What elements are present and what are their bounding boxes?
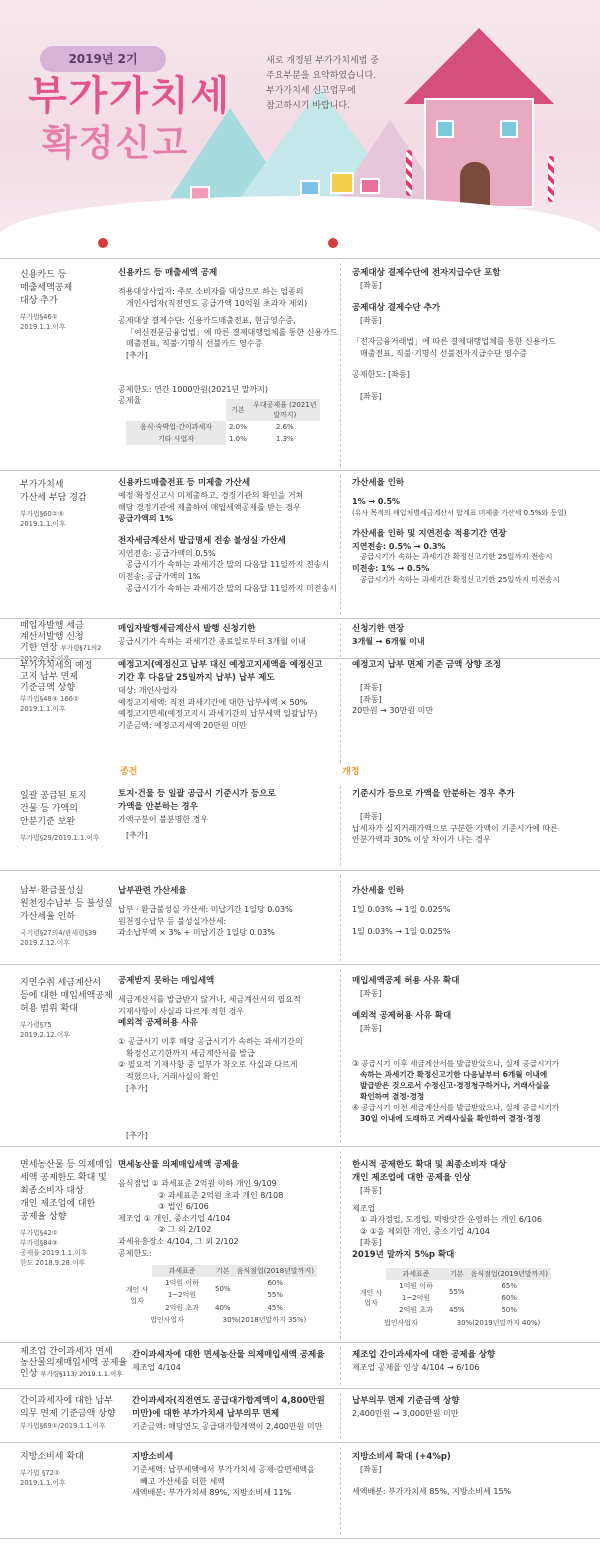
before-line: ② 그 외 2/102	[158, 1225, 212, 1235]
table-row	[0, 964, 600, 1146]
after-line: 제조업	[352, 1203, 376, 1213]
after-heading: 개인 제조업에 대한 공제율 인상	[352, 1173, 471, 1183]
before-line: [추가]	[126, 1131, 148, 1141]
after-line: [좌동]	[360, 1186, 382, 1195]
after-line: 1일 0.03% → 1일 0.025%	[352, 905, 451, 914]
before-heading: 예외적 공제허용 사유	[118, 1018, 198, 1029]
before-line: ① 공급시기 이후 해당 공급시기가 속하는 과세기간의	[118, 1037, 303, 1047]
after-line: 공급시기가 속하는 과세기간 확정신고기한 25일까지 미전송시	[360, 574, 560, 584]
table-header: 과세표준	[386, 1268, 446, 1280]
before-heading: 미만)에 대한 부가가치세 납부의무 면제	[132, 1409, 280, 1419]
before-heading: 공제받지 못하는 매입세액	[118, 976, 215, 986]
before-line: 해당 경정기관에 제출하여 매입세액공제를 받는 경우	[118, 502, 301, 512]
table-cell: 45%	[449, 1306, 465, 1315]
reference: 부가법 §72①	[20, 1469, 60, 1477]
santa-before-icon	[96, 236, 110, 250]
topic-line: 부가가치세의 예정	[20, 661, 93, 671]
before-line: 공제율	[118, 396, 142, 406]
after-heading: 가산세율 인하 및 지연전송 적용기간 연장	[352, 528, 507, 539]
topic-line: 부가가치세	[20, 480, 64, 490]
table-cell: 60%	[267, 1279, 284, 1288]
after-line: [좌동]	[360, 812, 382, 821]
after-line: [좌동]	[360, 683, 382, 692]
table-cell: 1.0%	[229, 435, 247, 444]
reference: 부가법§29/2019.1.1.이후	[20, 834, 100, 842]
after-heading: 납부의무 면제 기준금액 상향	[352, 1396, 460, 1406]
after-line: 30일 이내에 도래하고 거래사실을 확인하여 결정·경정	[360, 1114, 541, 1124]
after-heading: 가산세율 인하	[352, 886, 405, 896]
before-line: 제조업 ① 개인, 중소기업 4/104	[118, 1213, 231, 1223]
table-row	[0, 258, 600, 470]
topic-line: 계산서발행 신청	[20, 632, 84, 642]
effective-date: 2019.2.12.이후	[20, 939, 70, 947]
after-heading: 지방소비세 확대 (+4%p)	[352, 1452, 451, 1462]
topic-line: 등에 대한 매입세액공제	[20, 991, 113, 1001]
reference: 부가법§69①/2019.1.1.이후	[20, 1422, 106, 1430]
candy-cane-icon	[548, 156, 554, 202]
table-cell: 65%	[501, 1282, 518, 1291]
table-header: 기본	[226, 399, 250, 421]
topic-line: 매입자발행 세금	[20, 621, 84, 631]
table-row	[0, 870, 600, 964]
table-cell: 55%	[449, 1288, 465, 1297]
deduction-limit-table	[122, 1265, 317, 1326]
before-line: 공제한도:	[118, 1248, 152, 1258]
gift-icon	[360, 178, 380, 194]
table-cell: 1억원 이하	[399, 1282, 433, 1291]
before-line: 기준세액: 납부세액에서 부가가치세 공제·감면세액을	[132, 1465, 315, 1474]
topic-line: 건물 등 가액의	[20, 804, 78, 814]
before-line: 적용대상사업자: 주로 소비자를 대상으로 하는 업종의	[118, 287, 304, 296]
after-line: 지연전송: 0.5% → 0.3%	[352, 541, 446, 551]
before-line: 예정고지세액: 직전 과세기간에 대한 납부세액 × 50%	[118, 697, 308, 707]
after-heading: 제조업 간이과세자에 대한 공제율 상향	[352, 1350, 496, 1360]
reference: 부가령§84③	[20, 1239, 58, 1247]
before-line: 공제한도: 연간 1000만원(2021년 말까지)	[118, 384, 269, 394]
topic-line: 일괄 공급된 토지	[20, 791, 87, 801]
reference: 부가령§75	[20, 1021, 52, 1029]
effective-date: 공제율 2019.1.1.이후	[20, 1249, 88, 1257]
after-line: [좌동]	[360, 315, 382, 325]
topic-line: 지방소비세 확대	[20, 1452, 84, 1462]
table-header: 음식점업(2019년말까지)	[468, 1268, 551, 1280]
before-line: 빼고 가산세를 더한 세액	[140, 1476, 225, 1486]
topic-line: 의무 면제 기준금액 상향	[20, 1409, 116, 1419]
topic-line: 허용 범위 확대	[20, 1004, 78, 1014]
topic-line: 신용카드 등	[20, 270, 67, 280]
before-heading: 예정고지(예정신고 납부 대신 예정고지세액을 예정신고	[118, 660, 323, 670]
before-line: 공급시기가 속하는 과세기간 종료일로부터 3개월 이내	[118, 637, 306, 646]
effective-date: 한도 2018.9.28.이후	[20, 1259, 86, 1267]
table-row	[0, 1442, 600, 1538]
after-line: [좌동]	[360, 1238, 382, 1248]
before-line: 지연전송: 공급가액의 0.5%	[118, 548, 216, 558]
before-line: 대상: 개인사업자	[118, 686, 178, 695]
after-line: 3개월 → 6개월 이내	[352, 637, 425, 646]
before-line: 확정신고기한까지 세금계산서를 발급	[126, 1048, 255, 1058]
after-heading: 2019년 말까지 5%p 확대	[352, 1249, 455, 1260]
column-divider	[340, 663, 341, 763]
topic-line: 안분기준 보완	[20, 817, 76, 827]
after-line: 매출전표, 직불·기명식 선불전자지급수단 영수증	[360, 348, 528, 358]
before-line: ③ 법인 6/106	[158, 1202, 209, 1212]
column-divider	[340, 263, 341, 467]
after-line: 납세자가 실지거래가액으로 구분한 가액이 기준시가에 따른	[352, 823, 558, 833]
after-line: [좌동]	[360, 1023, 382, 1033]
table-cell: 50%	[501, 1306, 518, 1315]
before-heading: 면세농산물 의제매입세액 공제율	[118, 1160, 239, 1170]
before-line: 과세유흥장소 4/104, 그 외 2/102	[118, 1236, 239, 1246]
after-line: 공제대상 결제수단 추가	[352, 302, 441, 313]
after-line: 2,400만원 → 3,000만원 미만	[352, 1409, 459, 1418]
after-line: [좌동]	[360, 989, 382, 998]
table-row	[0, 778, 600, 870]
after-heading: 가산세율 인하	[352, 478, 405, 488]
after-heading: 한시적 공제한도 확대 및 최종소비자 대상	[352, 1160, 507, 1170]
before-line: [추가]	[126, 830, 148, 840]
before-line: 예정·확정신고시 미제출하고, 경정기관의 확인을 거쳐	[118, 491, 304, 500]
topic-line: 개인 제조업에 대한	[20, 1199, 96, 1209]
after-line: 미전송: 1% → 0.5%	[352, 564, 430, 574]
before-line: 공급시기가 속하는 과세기간 말의 다음달 11일까지 전송시	[126, 560, 330, 570]
reference: 부가령§71의2	[60, 644, 102, 652]
before-heading: 신용카드 등 매출세액 공제	[118, 268, 218, 278]
topic-line: 대상 추가	[20, 296, 58, 306]
after-line: 1일 0.03% → 1일 0.025%	[352, 926, 451, 936]
after-line: 속하는 과세기간 확정신고기한 다음날부터 6개월 이내에	[360, 1070, 548, 1080]
after-line: 발급받은 것으로서 수정신고·경정청구하거나, 거래사실을	[360, 1081, 550, 1091]
column-divider	[340, 786, 341, 866]
after-line: 20만원 → 30만원 미만	[352, 706, 434, 716]
page-subtitle: 확정신고	[42, 123, 190, 164]
table-cell: 50%	[215, 1285, 231, 1294]
after-heading: 공제대상 결제수단에 전자지급수단 포함	[352, 268, 501, 278]
after-line: 세액배분: 부가가치세 85%, 지방소비세 15%	[352, 1486, 512, 1496]
topic-line: 세액 공제한도 확대 및	[20, 1173, 107, 1183]
after-heading: 매입세액공제 허용 사유 확대	[352, 976, 460, 986]
before-line: 「여신전문금융업법」에 따른 결제대행업체를 통한 신용카드	[126, 327, 338, 337]
table-cell: 음식·숙박업·간이과세자	[126, 421, 226, 433]
table-header: 기본	[212, 1265, 234, 1277]
after-line: ① 과자점업, 도정업, 떡방앗간 운영하는 개인 6/106	[360, 1215, 542, 1225]
before-line: 매출전표, 직불·기명식 선불카드 영수증	[126, 339, 263, 349]
reference: 부가령§113/ 2019.1.1.이후	[40, 1370, 123, 1378]
gift-icon	[330, 172, 354, 194]
column-divider	[340, 623, 341, 657]
topic-line: 간이과세자에 대한 납부	[20, 1396, 113, 1406]
after-heading: 신청기한 연장	[352, 624, 405, 634]
before-line: 공제대상 결제수단: 신용카드매출전표, 현금영수증,	[118, 316, 296, 326]
table-row	[0, 1146, 600, 1342]
table-cell: 기타 사업자	[126, 433, 226, 445]
topic-line: 가산세 부담 경감	[20, 493, 87, 503]
table-row	[0, 1342, 600, 1388]
before-line: 과소납부액 × 3% + 미납기간 1일당 0.03%	[118, 928, 275, 938]
before-heading: 기간 후 다음달 25일까지 납부) 납부 제도	[118, 673, 275, 683]
table-cell: 2억원 초과	[399, 1306, 433, 1315]
after-line: ④ 공급시기 이전 세금계산서를 발급받았으나, 실제 공급시기가	[352, 1103, 560, 1113]
table-cell: 2.6%	[275, 423, 294, 432]
before-heading: 가액을 안분하는 경우	[118, 802, 198, 812]
before-heading: 매입자발행세금계산서 발행 신청기한	[118, 624, 256, 634]
gift-icon	[300, 180, 320, 196]
table-row	[0, 618, 600, 663]
intro-line: 참고하시기 바랍니다.	[266, 101, 350, 111]
reference: 부가법§48③ 166①	[20, 695, 80, 703]
column-divider	[340, 1151, 341, 1339]
reference: 부가법§46①	[20, 313, 58, 321]
table-cell: 법인사업자	[384, 1318, 418, 1327]
before-line: 제조업 4/104	[132, 1363, 181, 1372]
topic-text: 인상	[20, 1369, 38, 1379]
table-header: 기본	[446, 1268, 468, 1280]
table-cell: 45%	[267, 1303, 284, 1312]
reference: 부가법§42①	[20, 1229, 58, 1237]
table-cell: 개인 사업자	[125, 1286, 149, 1305]
after-heading: 기준시가 등으로 가액을 안분하는 경우 추가	[352, 789, 515, 799]
effective-date: 2019.2.12.이후	[20, 655, 70, 663]
topic-line	[20, 643, 112, 654]
table-header: 과세표준	[152, 1265, 212, 1277]
table-cell: 개인 사업자	[359, 1289, 383, 1308]
after-line: 안분가액과 30% 이상 차이가 나는 경우	[352, 835, 491, 845]
topic-line: 제조업 간이과세자 면세	[20, 1347, 113, 1357]
before-heading: 토지·건물 등 일괄 공급시 기준시가 등으로	[118, 789, 276, 799]
reference: 국기령§27의4/관세령§39	[20, 929, 97, 937]
period-badge: 2019년 2기	[40, 46, 166, 72]
before-line: 기재사항이 사실과 다르게 적힌 경우	[118, 1006, 245, 1016]
table-cell: 1.3%	[275, 435, 294, 444]
window-icon	[500, 120, 518, 138]
after-line: 공급시기가 속하는 과세기간 확정신고기한 25일까지 전송시	[360, 552, 553, 562]
before-heading: 신용카드매출전표 등 미제출 가산세	[118, 478, 251, 488]
before-line: 음식점업 ① 과세표준 2억원 이하 개인 9/109	[118, 1179, 277, 1188]
table-cell: 30%(2018년말까지 35%)	[222, 1315, 307, 1324]
topic-line: 지연수취 세금계산서	[20, 978, 102, 988]
table-header: 우대공제율 (2021년말까지)	[250, 399, 320, 421]
after-line: [좌동]	[360, 281, 382, 290]
topic-line: 가산세율 인하	[20, 912, 76, 922]
before-line: 가액구분이 불분명한 경우	[118, 815, 209, 824]
page-title: 부가가치세	[28, 73, 232, 119]
table-cell: 60%	[501, 1294, 518, 1303]
topic-line: 기준금액 상향	[20, 683, 76, 693]
before-line: ② 필요적 기재사항 중 일부가 착오로 사실과 다르게	[118, 1060, 298, 1070]
effective-date: 2019.1.1.이후	[20, 705, 66, 713]
after-line: [좌동]	[360, 391, 382, 401]
window-icon	[436, 120, 454, 138]
before-line: 미전송: 공급가액의 1%	[118, 571, 201, 581]
before-line: 원천징수납부 등 불성실가산세:	[118, 916, 227, 926]
before-line: 개인사업자(직전연도 공급가액 10억원 초과자 제외)	[126, 298, 308, 308]
after-line: [좌동]	[360, 1465, 382, 1474]
before-line: 예정고지면제(예정고지시 과세기간의 납부세액 일괄납부)	[118, 709, 318, 719]
topic-line: 매출세액공제	[20, 283, 73, 293]
after-line: 확인하여 결정·경정	[360, 1092, 425, 1102]
topic-text: 기한 연장	[20, 643, 58, 653]
table-cell: 40%	[215, 1303, 231, 1312]
table-row	[0, 470, 600, 618]
deduction-limit-table	[356, 1268, 551, 1329]
table-cell: 2억원 초과	[165, 1303, 199, 1312]
before-line: 납부 · 환급불성실 가산세: 미납기간 1일당 0.03%	[118, 905, 293, 914]
before-line: 공급가액의 1%	[118, 514, 174, 524]
table-cell: 1~2억원	[401, 1294, 431, 1303]
door-icon	[460, 162, 490, 206]
before-heading: 간이과세자(직전연도 공급대가합계액이 4,800만원	[132, 1396, 325, 1406]
topic-line: 농산물의제매입세액 공제율	[20, 1358, 128, 1368]
table-cell: 법인사업자	[150, 1315, 184, 1324]
intro-line: 새로 개정된 부가가치세법 중	[266, 56, 379, 66]
after-heading: 예정고지 납부 면제 기준 금액 상향 조정	[352, 660, 502, 670]
topic-line: 최종소비자 대상	[20, 1186, 84, 1196]
intro-line: 부가가치세 신고업무에	[266, 86, 356, 96]
topic-line: 면세농산물 등 의제매입	[20, 1160, 113, 1170]
santa-after-icon	[326, 236, 340, 250]
before-line: 기준금액: 예정고지세액 20만원 미만	[118, 720, 247, 730]
deduction-rate-table	[126, 399, 320, 446]
before-column-header: 종전	[120, 767, 138, 777]
table-cell: 1~2억원	[167, 1291, 197, 1300]
table-row	[0, 658, 600, 766]
before-heading: 전자세금계산서 발급명세 전송 불성실 가산세	[118, 535, 286, 546]
topic-line: 공제율 상향	[20, 1212, 67, 1222]
table-cell: 30%(2019년말까지 40%)	[456, 1318, 541, 1327]
table-cell: 1억원 이하	[165, 1279, 199, 1288]
reference: 부가법§60②⑤	[20, 510, 64, 518]
before-line: ② 과세표준 2억원 초과 개인 8/108	[158, 1190, 284, 1200]
column-divider	[340, 475, 341, 615]
before-line: [추가]	[126, 350, 148, 360]
intro-line: 주요부분을 요약하였습니다.	[266, 71, 377, 81]
column-divider	[340, 875, 341, 961]
topic-line: 원천징수납부 등 불성실	[20, 899, 113, 909]
before-line: 적혔으나, 거래사실이 확인	[126, 1071, 219, 1081]
table-row	[0, 1388, 600, 1442]
after-line: 제조업 공제율 인상 4/104 → 6/106	[352, 1363, 480, 1372]
table-cell: 2.0%	[229, 423, 247, 432]
table-header: 음식점업(2018년말까지)	[234, 1265, 317, 1277]
before-line: 세금계산서를 발급받지 않거나, 세금계산서의 필요적	[118, 995, 301, 1004]
before-heading: 납부관련 가산세율	[118, 886, 187, 896]
after-line: ③ 공급시기 이후 세금계산서를 발급받았으나, 실제 공급시기가	[352, 1059, 560, 1069]
effective-date: 2019.1.1.이후	[20, 520, 66, 528]
effective-date: 2019.2.12.이후	[20, 1031, 70, 1039]
after-line: 공제한도: [좌동]	[352, 370, 410, 380]
topic-line: 고지 납부 면제	[20, 672, 78, 682]
effective-date: 2019.1.1.이후	[20, 1479, 66, 1487]
after-column-header: 개정	[342, 767, 360, 777]
before-heading: 간이과세자에 대한 면세농산물 의제매입세액 공제율	[132, 1350, 325, 1360]
candy-cane-icon	[406, 150, 412, 196]
after-line: 「전자금융거래법」에 따른 결제대행업체를 통한 신용카드	[352, 337, 556, 347]
before-line: 세액배분: 부가가치세 89%, 지방소비세 11%	[132, 1488, 292, 1498]
column-divider	[340, 969, 341, 1143]
topic-line	[20, 1369, 140, 1380]
table-cell: 55%	[267, 1291, 284, 1300]
after-line: 1% → 0.5%	[352, 497, 401, 506]
bottom-border	[0, 1538, 600, 1539]
before-line: [추가]	[126, 1083, 148, 1093]
after-line: (유사 목적의 매입처별세금계산서 합계표 미제출 가산세 0.5%와 동일)	[352, 508, 567, 517]
before-line: 공급시기가 속하는 과세기간 말의 다음달 11일까지 미전송시	[126, 583, 337, 593]
after-line: [좌동]	[360, 694, 382, 704]
before-heading: 지방소비세	[132, 1452, 174, 1462]
after-heading: 예외적 공제허용 사유 확대	[352, 1010, 452, 1021]
intro-text	[266, 54, 436, 114]
hero-banner	[0, 0, 600, 232]
effective-date: 2019.1.1.이후	[20, 323, 66, 331]
after-line: ② ①을 제외한 개인, 중소기업 4/104	[360, 1226, 490, 1236]
topic-line: 납부·환급불성실	[20, 886, 84, 896]
before-line: 기준금액: 해당연도 공급대가합계액이 2,400만원 미만	[132, 1422, 323, 1431]
